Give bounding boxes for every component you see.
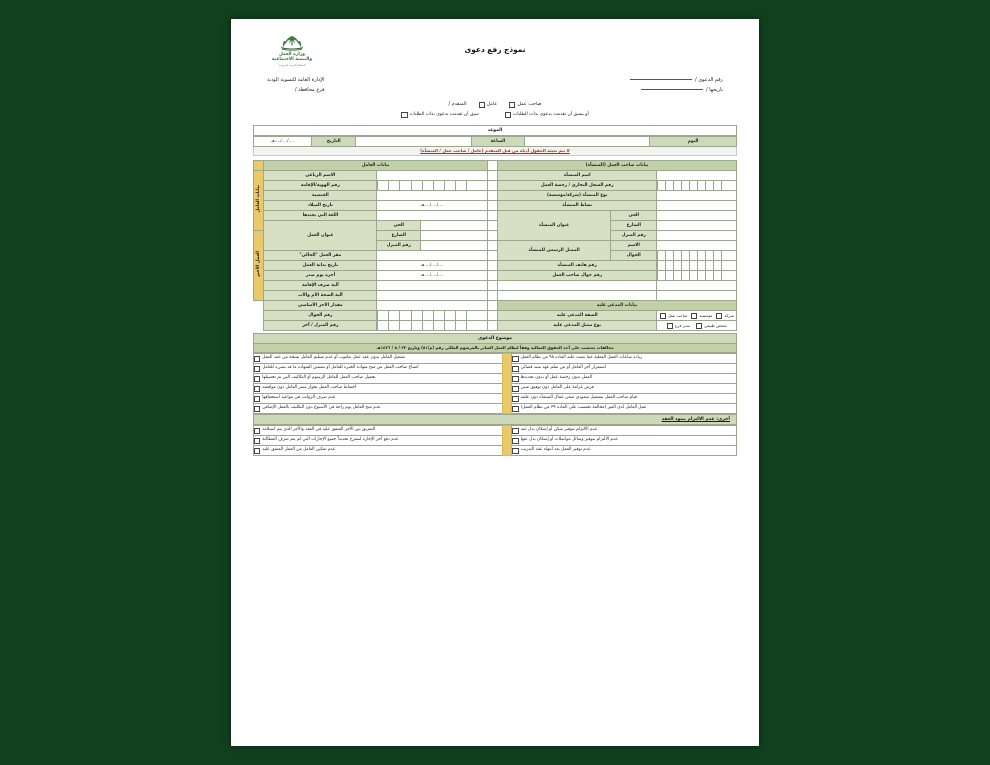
appointment-section [253, 125, 737, 156]
worker-address-sub-street: الشارع [377, 231, 421, 241]
defendant-section-header: بيانات المدعى عليه [498, 301, 737, 311]
gutter [487, 271, 497, 281]
worker-address-street-input[interactable] [421, 231, 488, 241]
defendant-rep-options[interactable] [657, 321, 737, 331]
worker-field-id: رقم الهوية/الإقامة [264, 181, 377, 191]
worker-field-health: آلية الصحة الأم والأب [264, 291, 377, 301]
checkbox-icon[interactable] [509, 102, 515, 108]
applicant-option-employer-label: صاحب عمل [517, 101, 542, 107]
employer-group-header: بيانات صاحب العمل (المنشأة) [498, 161, 737, 171]
page-title: نموذج رفع دعوى [464, 45, 526, 54]
employer-field-phone: رقم هاتف المنشأة [498, 261, 657, 271]
employer-cr-boxes[interactable] [657, 181, 737, 191]
checkbox-icon[interactable] [696, 323, 702, 329]
applicant-option-employer[interactable] [509, 102, 541, 108]
other-label-left-1: عدم الالتزام بتوفير سكن أو إسكان بدل عنه [520, 427, 598, 433]
claim-cell-right-5[interactable] [254, 394, 503, 404]
appointment-day-value[interactable] [525, 137, 650, 147]
palm-and-swords-icon [277, 34, 307, 51]
defendant-capacity-institution-label: مؤسسة [699, 313, 713, 319]
case-date-input[interactable] [641, 89, 703, 90]
side-tab-worker-label: بيانات العامل [255, 185, 261, 214]
applicant-prefix: المتقدم / [448, 101, 467, 107]
employer-blank-1[interactable] [657, 281, 737, 291]
claim-label-right-2: امتناع صاحب العمل من منح شهادة الخبرة للعامل أو تضمين الشهادة ما قد يسيء للعامل [262, 365, 419, 371]
ministry-name-line1: وزارة العمل [279, 51, 305, 57]
defendant-capacity-options[interactable] [657, 311, 737, 321]
checkbox-icon[interactable] [667, 323, 673, 329]
defendant-rep-natural-person[interactable] [696, 323, 727, 329]
defendant-capacity-company-label: شركة [724, 313, 734, 319]
defendant-capacity-employer-label: صاحب عمل [667, 313, 688, 319]
employer-blank-4[interactable] [498, 291, 657, 301]
appointment-title: الموعد [253, 125, 737, 136]
worker-field-workplace: مقر العمل "الحالي" [264, 251, 377, 261]
other-gutter [502, 426, 512, 456]
defendant-rep-branch-manager-label: مدير فرع [675, 323, 690, 329]
other-checkbox-table [253, 425, 737, 456]
claim-cell-right-6[interactable] [254, 404, 503, 414]
other-label-left-2: عدم الالتزام بتوفير وسائل مواصلات أو إسكان بدل عنها [520, 437, 618, 443]
digit-boxes[interactable] [377, 181, 486, 190]
employer-address-sub-hay: الحي [611, 211, 657, 221]
defendant-rep-natural-person-label: شخص طبيعي [704, 323, 727, 329]
claim-cell-right-1[interactable] [254, 354, 503, 364]
digit-boxes[interactable] [657, 251, 736, 260]
other-cell-right-2[interactable] [254, 436, 503, 446]
gutter [487, 171, 497, 181]
checkbox-icon[interactable] [691, 313, 697, 319]
table-row [254, 251, 737, 261]
ministry-country: المملكة العربية السعودية [278, 63, 306, 67]
claim-label-right-3: تحميل صاحب العمل للعامل الرسوم أو التكاليف التي تم تحصيلها [262, 375, 376, 381]
case-number-input[interactable] [630, 79, 692, 80]
employer-type-input[interactable] [657, 191, 737, 201]
checkbox-icon[interactable] [401, 112, 407, 118]
table-row [254, 321, 737, 331]
worker-field-basic-wage: مقدار الأجر الأساسي [264, 301, 377, 311]
case-number-label: رقم الدعوى / [694, 77, 723, 83]
employer-blank-2[interactable] [498, 281, 657, 291]
checkbox-icon[interactable] [512, 366, 518, 372]
applicant-type-row [253, 102, 737, 108]
claim-checkbox-table [253, 353, 737, 414]
table-row [254, 354, 737, 364]
worker-field-phone: رقم المنزل / آخر [264, 321, 377, 331]
claim-label-right-1: تشغيل العامل بدون عقد عمل مكتوب أو عدم تسليم العامل نسخة من عقد العمل [262, 355, 406, 361]
claim-cell-left-4[interactable] [512, 384, 737, 394]
table-row [254, 171, 737, 181]
gutter [487, 241, 497, 251]
checkbox-icon[interactable] [254, 448, 260, 454]
appointment-day-label: اليوم [650, 137, 737, 147]
checkbox-icon[interactable] [254, 438, 260, 444]
defendant-capacity-institution[interactable] [691, 313, 712, 319]
worker-phone-input[interactable] [377, 321, 487, 331]
table-row [254, 436, 737, 446]
table-row [254, 201, 737, 211]
case-number-field [630, 77, 723, 84]
other-cell-left-2[interactable] [512, 436, 737, 446]
claim-label-left-6: عمل العامل لدى الغير (مخالفة تحتسب على المادة ٣٩ من نظام العمل) [520, 405, 647, 411]
table-row [254, 191, 737, 201]
claim-cell-right-3[interactable] [254, 374, 503, 384]
employer-rep-name-input[interactable] [657, 241, 737, 251]
branch-field [267, 87, 324, 94]
worker-field-nationality: الجنسية [264, 191, 377, 201]
checkbox-icon[interactable] [254, 376, 260, 382]
checkbox-icon[interactable] [254, 428, 260, 434]
side-tab-worker-data [254, 171, 264, 231]
side-tab-last-job-label: العمل الأخير [255, 251, 261, 278]
claim-label-left-1: زيادة ساعات العمل الفعلية عما نصت عليه المادة ٩٨ من نظام العمل [520, 355, 643, 361]
worker-address-group: عنوان العمل [264, 221, 377, 251]
checkbox-icon[interactable] [512, 438, 518, 444]
worker-field-wageday: أجره يوم صدر [264, 271, 377, 281]
claim-cell-left-1[interactable] [512, 354, 737, 364]
claim-label-right-4: احتفاظ صاحب العمل بجواز سفر العامل دون موافقته [262, 385, 357, 391]
branch-label: فرع محافظة / [294, 86, 325, 93]
case-block [630, 77, 723, 97]
prior-case-option-1-label: سبق أن تقدمت بدعوى بذات الطلبات [409, 112, 479, 118]
table-row [254, 446, 737, 456]
claim-label-left-4: فرض غرامة على العامل دون توفيق مبني [520, 385, 594, 391]
gutter [487, 211, 497, 221]
case-date-label: تاريخها / [705, 86, 723, 93]
claim-label-right-6: عدم منح العامل يوم راحة في الأسبوع دون التكليف بالعمل الإضافي [262, 405, 381, 411]
employer-blank-3[interactable] [657, 291, 737, 301]
gutter [487, 301, 497, 311]
gutter [487, 191, 497, 201]
appointment-table [253, 136, 737, 147]
table-row [254, 311, 737, 321]
table-row [254, 384, 737, 394]
worker-field-language: اللغة التي يجيدها [264, 211, 377, 221]
worker-nationality-input[interactable] [377, 191, 487, 201]
employer-field-activity: نشاط المنشأة [498, 201, 657, 211]
party-data-table [253, 160, 737, 331]
table-row [254, 426, 737, 436]
employer-rep-sub-mobile: الجوال [611, 251, 657, 261]
claim-cell-left-3[interactable] [512, 374, 737, 384]
digit-boxes[interactable] [377, 311, 486, 320]
checkbox-icon[interactable] [716, 313, 722, 319]
claim-section-subtitle: مخالفات تحتسب على أحد الحقوق العمالية وفقاً لنظام العمل الصادر بالمرسوم الملكي رقم (م/٥١) وتاريخ ٢٣ / ٨ / ١٤٢٦هـ [253, 344, 737, 353]
table-row [254, 394, 737, 404]
side-tab-last-job [254, 231, 264, 301]
checkbox-icon[interactable] [254, 356, 260, 362]
table-row [254, 211, 737, 221]
worker-residence-fee-input[interactable] [377, 281, 487, 291]
other-label-right-1: التفريق بين الأجر المتفق عليه في العقد والأجر الذي يتم استلامه [262, 427, 376, 433]
side-tab [254, 161, 264, 171]
employer-rep-mobile-input[interactable] [657, 251, 737, 261]
claim-label-left-5: قيام صاحب العمل بتشغيل سعودي ضمن عمال المنشأة دون علمه [520, 395, 637, 401]
other-cell-right-3[interactable] [254, 446, 503, 456]
other-label-right-3: عدم تمكين العامل من العمل المتفق عليه [262, 447, 336, 453]
applicant-option-worker[interactable] [479, 102, 498, 108]
employer-activity-input[interactable] [657, 201, 737, 211]
claim-cell-right-4[interactable] [254, 384, 503, 394]
checkbox-icon[interactable] [512, 428, 518, 434]
table-row [254, 181, 737, 191]
other-label-right-2: عدم دفع أجر الإجازة لنشرح تحديداً جميع الإجازات التي لم يتم صرف المطالبة [262, 437, 399, 443]
checkbox-icon[interactable] [660, 313, 666, 319]
applicant-option-worker-label: عامل [486, 101, 498, 107]
employer-field-type: نوع المنشأة (شركة/مؤسسة) [498, 191, 657, 201]
claim-section-header: موضوع الدعوى [253, 333, 737, 344]
defendant-rep-branch-manager[interactable] [667, 323, 690, 329]
employer-address-street-input[interactable] [657, 221, 737, 231]
gutter [487, 261, 497, 271]
claim-cell-right-2[interactable] [254, 364, 503, 374]
claim-label-left-3: العمل بدون رخصة عمل أو بدون تجديدها [520, 375, 593, 381]
employer-address-hay-input[interactable] [657, 211, 737, 221]
worker-mobile-input[interactable] [377, 311, 487, 321]
worker-wage-date-input[interactable]: ..../..../....هـ [377, 271, 487, 281]
checkbox-icon[interactable] [512, 448, 518, 454]
employer-address-sub-house: رقم المنزل [611, 231, 657, 241]
prior-case-row [253, 112, 737, 118]
checkbox-icon[interactable] [512, 376, 518, 382]
table-row [254, 374, 737, 384]
table-row [254, 291, 737, 301]
other-label-left-3: عدم توفير العمل بعد انتهاء عقد التدريب [520, 447, 591, 453]
digit-boxes[interactable] [657, 271, 736, 280]
checkbox-icon[interactable] [254, 406, 260, 412]
checkbox-icon[interactable] [505, 112, 511, 118]
worker-current-workplace-input[interactable] [377, 251, 487, 261]
claim-cell-left-5[interactable] [512, 394, 737, 404]
checkbox-icon[interactable] [254, 366, 260, 372]
gutter [487, 161, 497, 171]
appointment-date-value[interactable]: ..../..../....هـ [254, 137, 312, 147]
claim-label-right-5: عدم صرف الرواتب في مواعيد استحقاقها [262, 395, 336, 401]
digit-boxes[interactable] [657, 181, 736, 190]
appointment-time-label: الساعة [471, 137, 524, 147]
appointment-date-label: التاريخ [312, 137, 356, 147]
other-section-header: أخرى: عدم الالتزام ببنود العقد [253, 414, 737, 425]
worker-field-birthdate: تاريخ الميلاد [264, 201, 377, 211]
gutter [487, 201, 497, 211]
prior-case-option-1[interactable] [401, 112, 479, 118]
worker-language-input[interactable] [377, 211, 487, 221]
checkbox-icon[interactable] [512, 396, 518, 402]
employer-address-sub-street: الشارع [611, 221, 657, 231]
checkbox-icon[interactable] [254, 396, 260, 402]
worker-address-sub-house: رقم المنزل [377, 241, 421, 251]
header-meta [253, 77, 737, 97]
worker-address-house-input[interactable] [421, 241, 488, 251]
defendant-capacity-employer[interactable] [660, 313, 688, 319]
gutter [487, 311, 497, 321]
employer-address-house-input[interactable] [657, 231, 737, 241]
gutter [487, 181, 497, 191]
worker-basic-wage-input[interactable] [377, 301, 487, 311]
table-row [254, 261, 737, 271]
prior-case-option-2[interactable] [505, 112, 589, 118]
other-cell-right-1[interactable] [254, 426, 503, 436]
other-cell-left-3[interactable] [512, 446, 737, 456]
employer-mobile-input[interactable] [657, 271, 737, 281]
other-cell-left-1[interactable] [512, 426, 737, 436]
page-header [253, 33, 737, 73]
claim-cell-left-2[interactable] [512, 364, 737, 374]
worker-name-input[interactable] [377, 171, 487, 181]
worker-id-boxes[interactable] [377, 181, 487, 191]
worker-address-hay-input[interactable] [421, 221, 488, 231]
worker-field-startdate: تاريخ بداية العمل [264, 261, 377, 271]
table-row [254, 161, 737, 171]
table-row [254, 404, 737, 414]
employer-name-input[interactable] [657, 171, 737, 181]
worker-group-header: بيانات العامل [264, 161, 487, 171]
employer-field-name: اسم المنشأة [498, 171, 657, 181]
employer-rep-group: الممثل الرسمي للمنشأة [498, 241, 611, 261]
form-notice: لا يتم تعبئة الحقول أدناه من قبل المتقدم (عامل / صاحب عمل / المنشأة) [253, 147, 737, 156]
checkbox-icon[interactable] [512, 386, 518, 392]
gutter [487, 321, 497, 331]
employer-phone-input[interactable] [657, 261, 737, 271]
employer-field-mobile: رقم جوال صاحب العمل [498, 271, 657, 281]
department-block [267, 77, 324, 97]
employer-rep-sub-name: الاسم [611, 241, 657, 251]
employer-address-group: عنوان المنشأة [498, 211, 611, 241]
digit-boxes[interactable] [657, 261, 736, 270]
table-row [254, 221, 737, 231]
worker-health-input[interactable] [377, 291, 487, 301]
table-row [254, 271, 737, 281]
table-row [254, 137, 737, 147]
department-name: الإدارة العامة للتسوية الودية [267, 77, 325, 83]
table-row [254, 281, 737, 291]
worker-birthdate-input[interactable]: ..../..../....هـ [377, 201, 487, 211]
ministry-logo [253, 33, 331, 67]
defendant-capacity-company[interactable] [716, 313, 734, 319]
employer-field-cr: رقم السجل التجاري / رخصة العمل [498, 181, 657, 191]
prior-case-option-2-label: أو يسبق أن تقدمت بدعوى بذات الطلبات [513, 112, 589, 118]
table-row [254, 301, 737, 311]
worker-field-mobile: رقم الجوال [264, 311, 377, 321]
gutter [487, 221, 497, 231]
checkbox-icon[interactable] [479, 102, 485, 108]
appointment-time-value[interactable] [356, 137, 471, 147]
digit-boxes[interactable] [377, 321, 486, 330]
defendant-rep-label: نوع ممثل المدعى عليه [498, 321, 657, 331]
defendant-capacity-label: الصفة المدعى عليه [498, 311, 657, 321]
checkbox-icon[interactable] [512, 356, 518, 362]
claim-label-left-2: استمرار أجر العامل أو من سلم عهد سند قضائي [520, 365, 606, 371]
claim-cell-left-6[interactable] [512, 404, 737, 414]
case-date-field [630, 87, 723, 94]
claim-gutter [502, 354, 512, 414]
checkbox-icon[interactable] [254, 386, 260, 392]
form-page [231, 19, 759, 746]
checkbox-icon[interactable] [512, 406, 518, 412]
gutter [487, 231, 497, 241]
worker-field-residence-fee: آلية صرف الإقامة [264, 281, 377, 291]
table-row [254, 364, 737, 374]
gutter [487, 281, 497, 291]
gutter [487, 251, 497, 261]
ministry-name-line2: والتنمية الاجتماعية [271, 57, 313, 63]
gutter [487, 291, 497, 301]
worker-address-sub-hay: الحي [377, 221, 421, 231]
worker-field-fullname: الاسم الرباعي [264, 171, 377, 181]
worker-start-date-input[interactable]: ..../..../....هـ [377, 261, 487, 271]
